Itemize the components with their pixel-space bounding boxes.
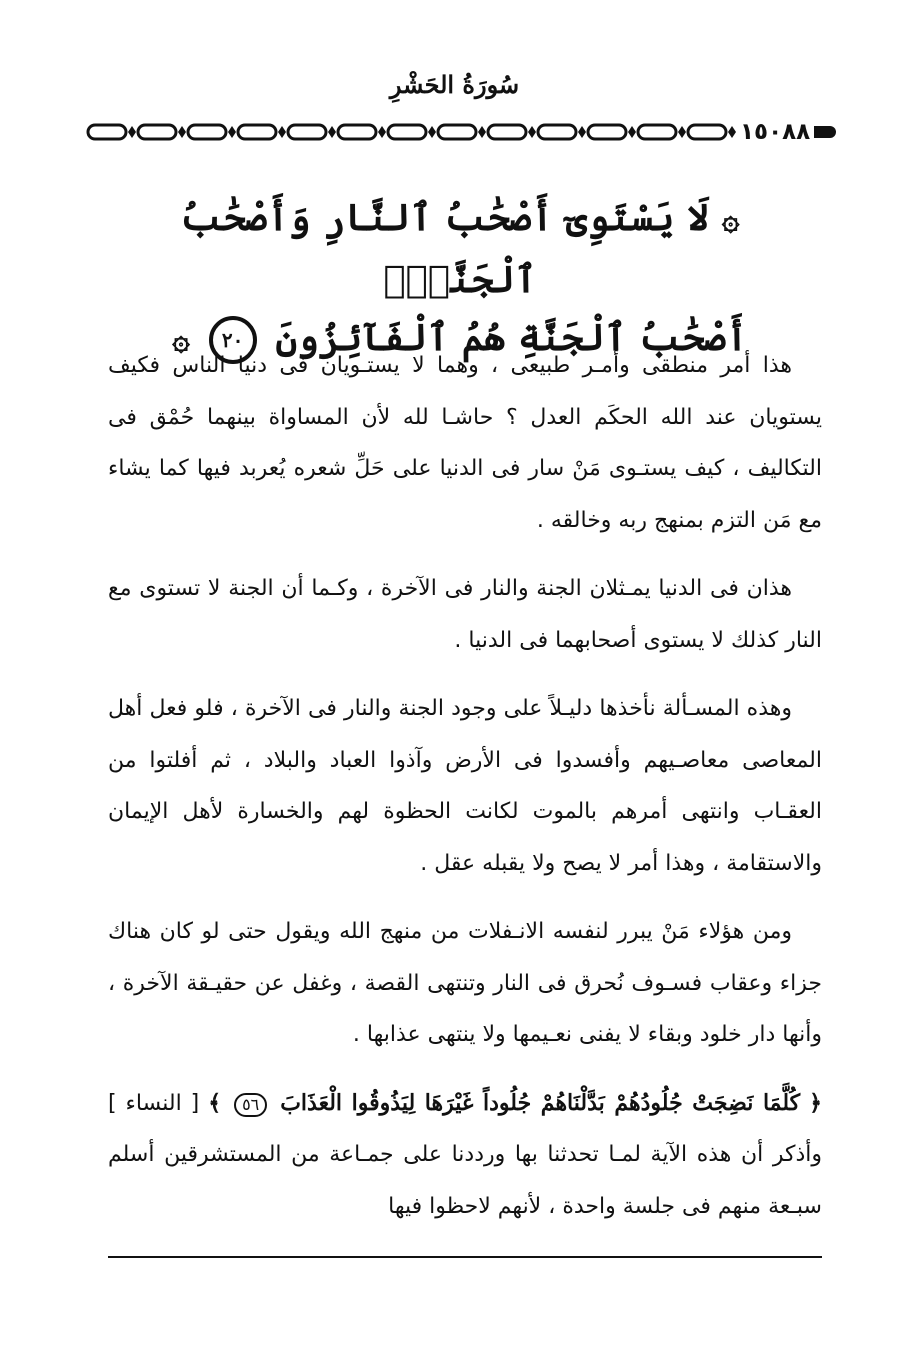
paragraph: ومن هؤلاء مَنْ يبرر لنفسه الانـفلات من منهج الله ويقول حتى لو كان هناك جزاء وعقاب فسـوف نُحرق فى النار وتنتهى القصة ، وغفل عن حقيـقة الآخرة ، وأنها دار خلود وبقاء لا يفنى نعـيمها ولا ينتهى عذابها . <box>108 919 822 1047</box>
paragraph: وهذه المسـألة نأخذها دليـلاً على وجود الجنة والنار فى الآخرة ، فلو فعل أهل المعاصى معاصـيهم وأفسدوا فى الأرض وآذوا العباد والبلاد ، ثم أفلتوا من العقـاب وانتهى أمرهم بالموت لكانت الحظوة لهم والخسارة لأهل الإيمان والاستقامة ، وهذا أمر لا يصح ولا يقبله عقل . <box>108 696 822 876</box>
inline-verse-number: ٥٦ <box>234 1093 267 1117</box>
surah-title: سُورَةُ الحَشْرِ <box>389 70 520 99</box>
ornament-icon: ۞ <box>721 202 740 238</box>
page-number: ١٥٠٨٨ <box>736 116 814 148</box>
paragraph-with-verse <box>108 1078 822 1233</box>
verse-text-line-1: لَا يَسْتَوِىٓ أَصْحَٰبُ ٱلنَّارِ وَأَصْحَٰبُ ٱلْجَنَّةِۚ <box>180 195 709 301</box>
inline-verse-close: ﴾ <box>208 1089 222 1116</box>
ornament-band <box>86 116 838 148</box>
paragraph: هذان فى الدنيا يمـثلان الجنة والنار فى الآخرة ، وكـما أن الجنة لا تستوى مع النار كذلك لا يستوى أصحابهما فى الدنيا . <box>108 576 822 653</box>
paragraph-text: وأذكر أن هذه الآية لمـا تحدثنا بها ورددنا على جمـاعة من المستشرقين أسلم سبـعة منهم فى جلسة واحدة ، لأنهم لاحظوا فيها <box>108 1142 822 1219</box>
inline-verse: كُلَّمَا نَضِجَتْ جُلُودُهُمْ بَدَّلْنَاهُمْ جُلُوداً غَيْرَهَا لِيَذُوقُوا الْعَذَابَ <box>280 1089 801 1116</box>
verse-line-1 <box>100 188 820 308</box>
commentary-text <box>108 340 822 1249</box>
ornament-icon: ۞ <box>172 322 190 357</box>
inline-verse-open: ﴿ <box>809 1089 822 1116</box>
verse-reference: [ النساء ] <box>108 1090 200 1116</box>
paragraph: هذا أمر منطقى وأمـر طبيعى ، وهما لا يستـويان فى دنيا الناس فكيف يستويان عند الله الحكَم العدل ؟ حاشـا لله لأن المساواة بينهما حُمْق فى التكاليف ، كيف يستـوى مَنْ سار فى الدنيا على حَلِّ شعره يُعربد فيها كما يشاء مع مَن التزم بمنهج ربه وخالقه . <box>108 353 822 533</box>
footer-divider <box>108 1256 822 1258</box>
ayah-number-badge: ٢٠ <box>209 316 257 364</box>
verse-text-line-2: أَصْحَٰبُ ٱلْجَنَّةِ هُمُ ٱلْفَآئِزُونَ <box>275 314 748 359</box>
